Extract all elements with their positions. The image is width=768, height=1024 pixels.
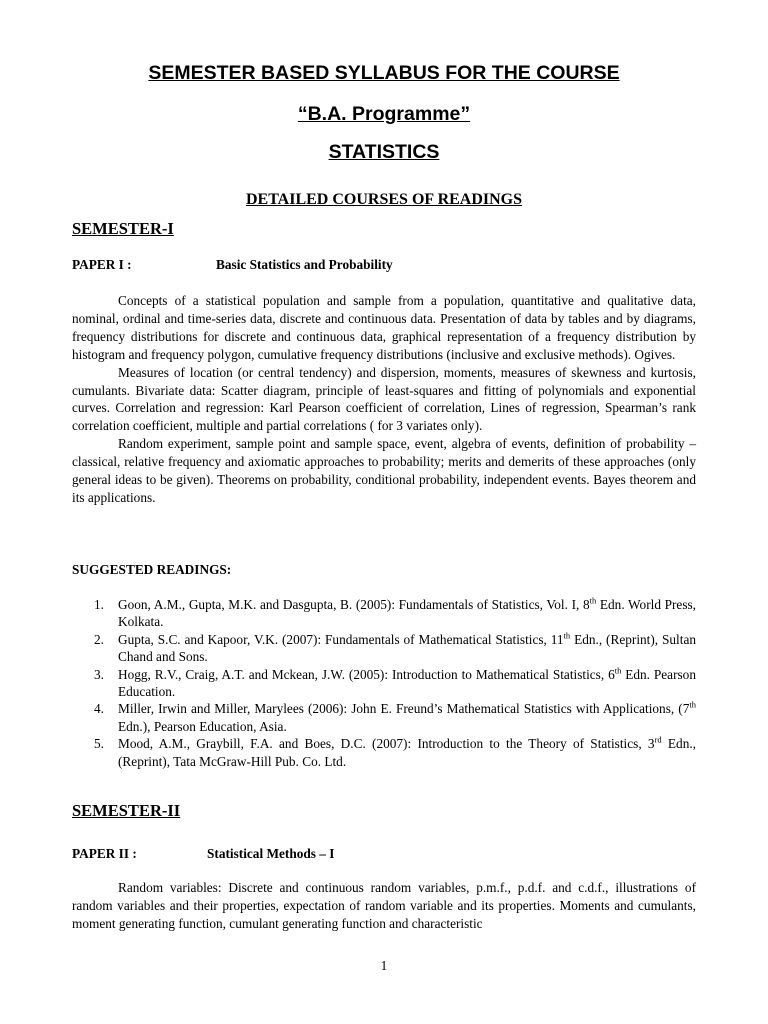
ordinal-suffix: th: [614, 665, 622, 676]
paragraph: Random experiment, sample point and sample space, event, algebra of events, definition of probability – classical, relative frequency and axiomatic approaches to probability; merits and demerits of these approaches (only general ideas to be given). Theorems on probability, conditional probability, independent events. Bayes theorem and its applications.: [72, 436, 696, 505]
programme-title: “B.A. Programme”: [297, 103, 471, 125]
list-number: 3.: [94, 666, 104, 682]
ordinal-suffix: rd: [654, 734, 662, 745]
suggested-readings-list: [72, 596, 696, 770]
paragraph: Measures of location (or central tendency) and dispersion, moments, measures of skewness and kurtosis, cumulants. Bivariate data: Scatter diagram, principle of least-squares and fitting of polynomials and exponential curves. Correlation and regression: Karl Pearson coefficient of correlation, Lines of regression, Spearman’s rank correlation coefficient, multiple and partial correlations ( for 3 variates only).: [72, 364, 696, 434]
reading-text-end: Edn.), Pearson Education, Asia.: [118, 718, 287, 734]
list-number: 5.: [94, 736, 104, 752]
list-item: [72, 735, 696, 770]
paper-2-header: [72, 846, 335, 862]
reading-text: Goon, A.M., Gupta, M.K. and Dasgupta, B. (2005): Fundamentals of Statistics, Vol. I, 8: [118, 597, 590, 612]
suggested-readings-heading: SUGGESTED READINGS:: [72, 562, 232, 577]
reading-text-end: Edn., (Reprint), Tata McGraw-Hill Pub. Co. Ltd.: [118, 736, 696, 769]
reading-text: Gupta, S.C. and Kapoor, V.K. (2007): Fundamentals of Mathematical Statistics, 11: [118, 631, 564, 647]
paper-2-title: Statistical Methods – I: [207, 846, 335, 861]
paper-1-header: [72, 257, 393, 273]
reading-text-end: Edn. World Press, Kolkata.: [118, 597, 697, 630]
paper-2-description: [72, 879, 696, 933]
page-number: 1: [380, 958, 388, 973]
semester-2-heading: SEMESTER-II: [72, 801, 181, 820]
semester-1-heading: SEMESTER-I: [72, 219, 174, 238]
reading-text-end: Edn., (Reprint), Sultan Chand and Sons.: [118, 631, 696, 665]
reading-text: Miller, Irwin and Miller, Marylees (2006): John E. Freund’s Mathematical Statistics with Applications, (7: [118, 701, 690, 717]
list-item: [72, 700, 696, 735]
list-number: 4.: [94, 701, 104, 717]
list-item: [72, 666, 696, 701]
list-item: [72, 631, 696, 666]
subject-title: STATISTICS: [328, 141, 440, 163]
reading-text: Hogg, R.V., Craig, A.T. and Mckean, J.W. (2005): Introduction to Mathematical Statistics, 6: [118, 666, 615, 682]
ordinal-suffix: th: [689, 700, 696, 711]
paragraph: Concepts of a statistical population and sample from a population, quantitative and qualitative data, nominal, ordinal and time-series data, discrete and continuous data. Presentation of data by tables and by diagrams, frequency distributions for discrete and continuous data, graphical representation of a frequency distribution by histogram and frequency polygon, cumulative frequency distributions (inclusive and exclusive methods). Ogives.: [72, 293, 696, 362]
syllabus-title: SEMESTER BASED SYLLABUS FOR THE COURSE: [148, 62, 620, 84]
ordinal-suffix: th: [589, 595, 597, 606]
paper-1-label: PAPER I :: [72, 257, 132, 272]
paper-1-title: Basic Statistics and Probability: [216, 257, 393, 272]
courses-heading: DETAILED COURSES OF READINGS: [245, 191, 523, 208]
paper-2-label: PAPER II :: [72, 846, 137, 861]
paper-1-description: [72, 292, 696, 507]
list-item: [72, 596, 696, 631]
paragraph: Random variables: Discrete and continuous random variables, p.m.f., p.d.f. and c.d.f., illustrations of random variables and their properties, expectation of random variable and its properties. Moments and cumulants, moment generating function, cumulant generating function and characteristic: [72, 880, 696, 931]
list-number: 1.: [94, 597, 104, 612]
list-number: 2.: [94, 631, 104, 647]
ordinal-suffix: th: [563, 630, 571, 641]
reading-text: Mood, A.M., Graybill, F.A. and Boes, D.C. (2007): Introduction to the Theory of Statistics, 3: [118, 736, 655, 752]
reading-text-end: Edn. Pearson Education.: [118, 666, 696, 700]
